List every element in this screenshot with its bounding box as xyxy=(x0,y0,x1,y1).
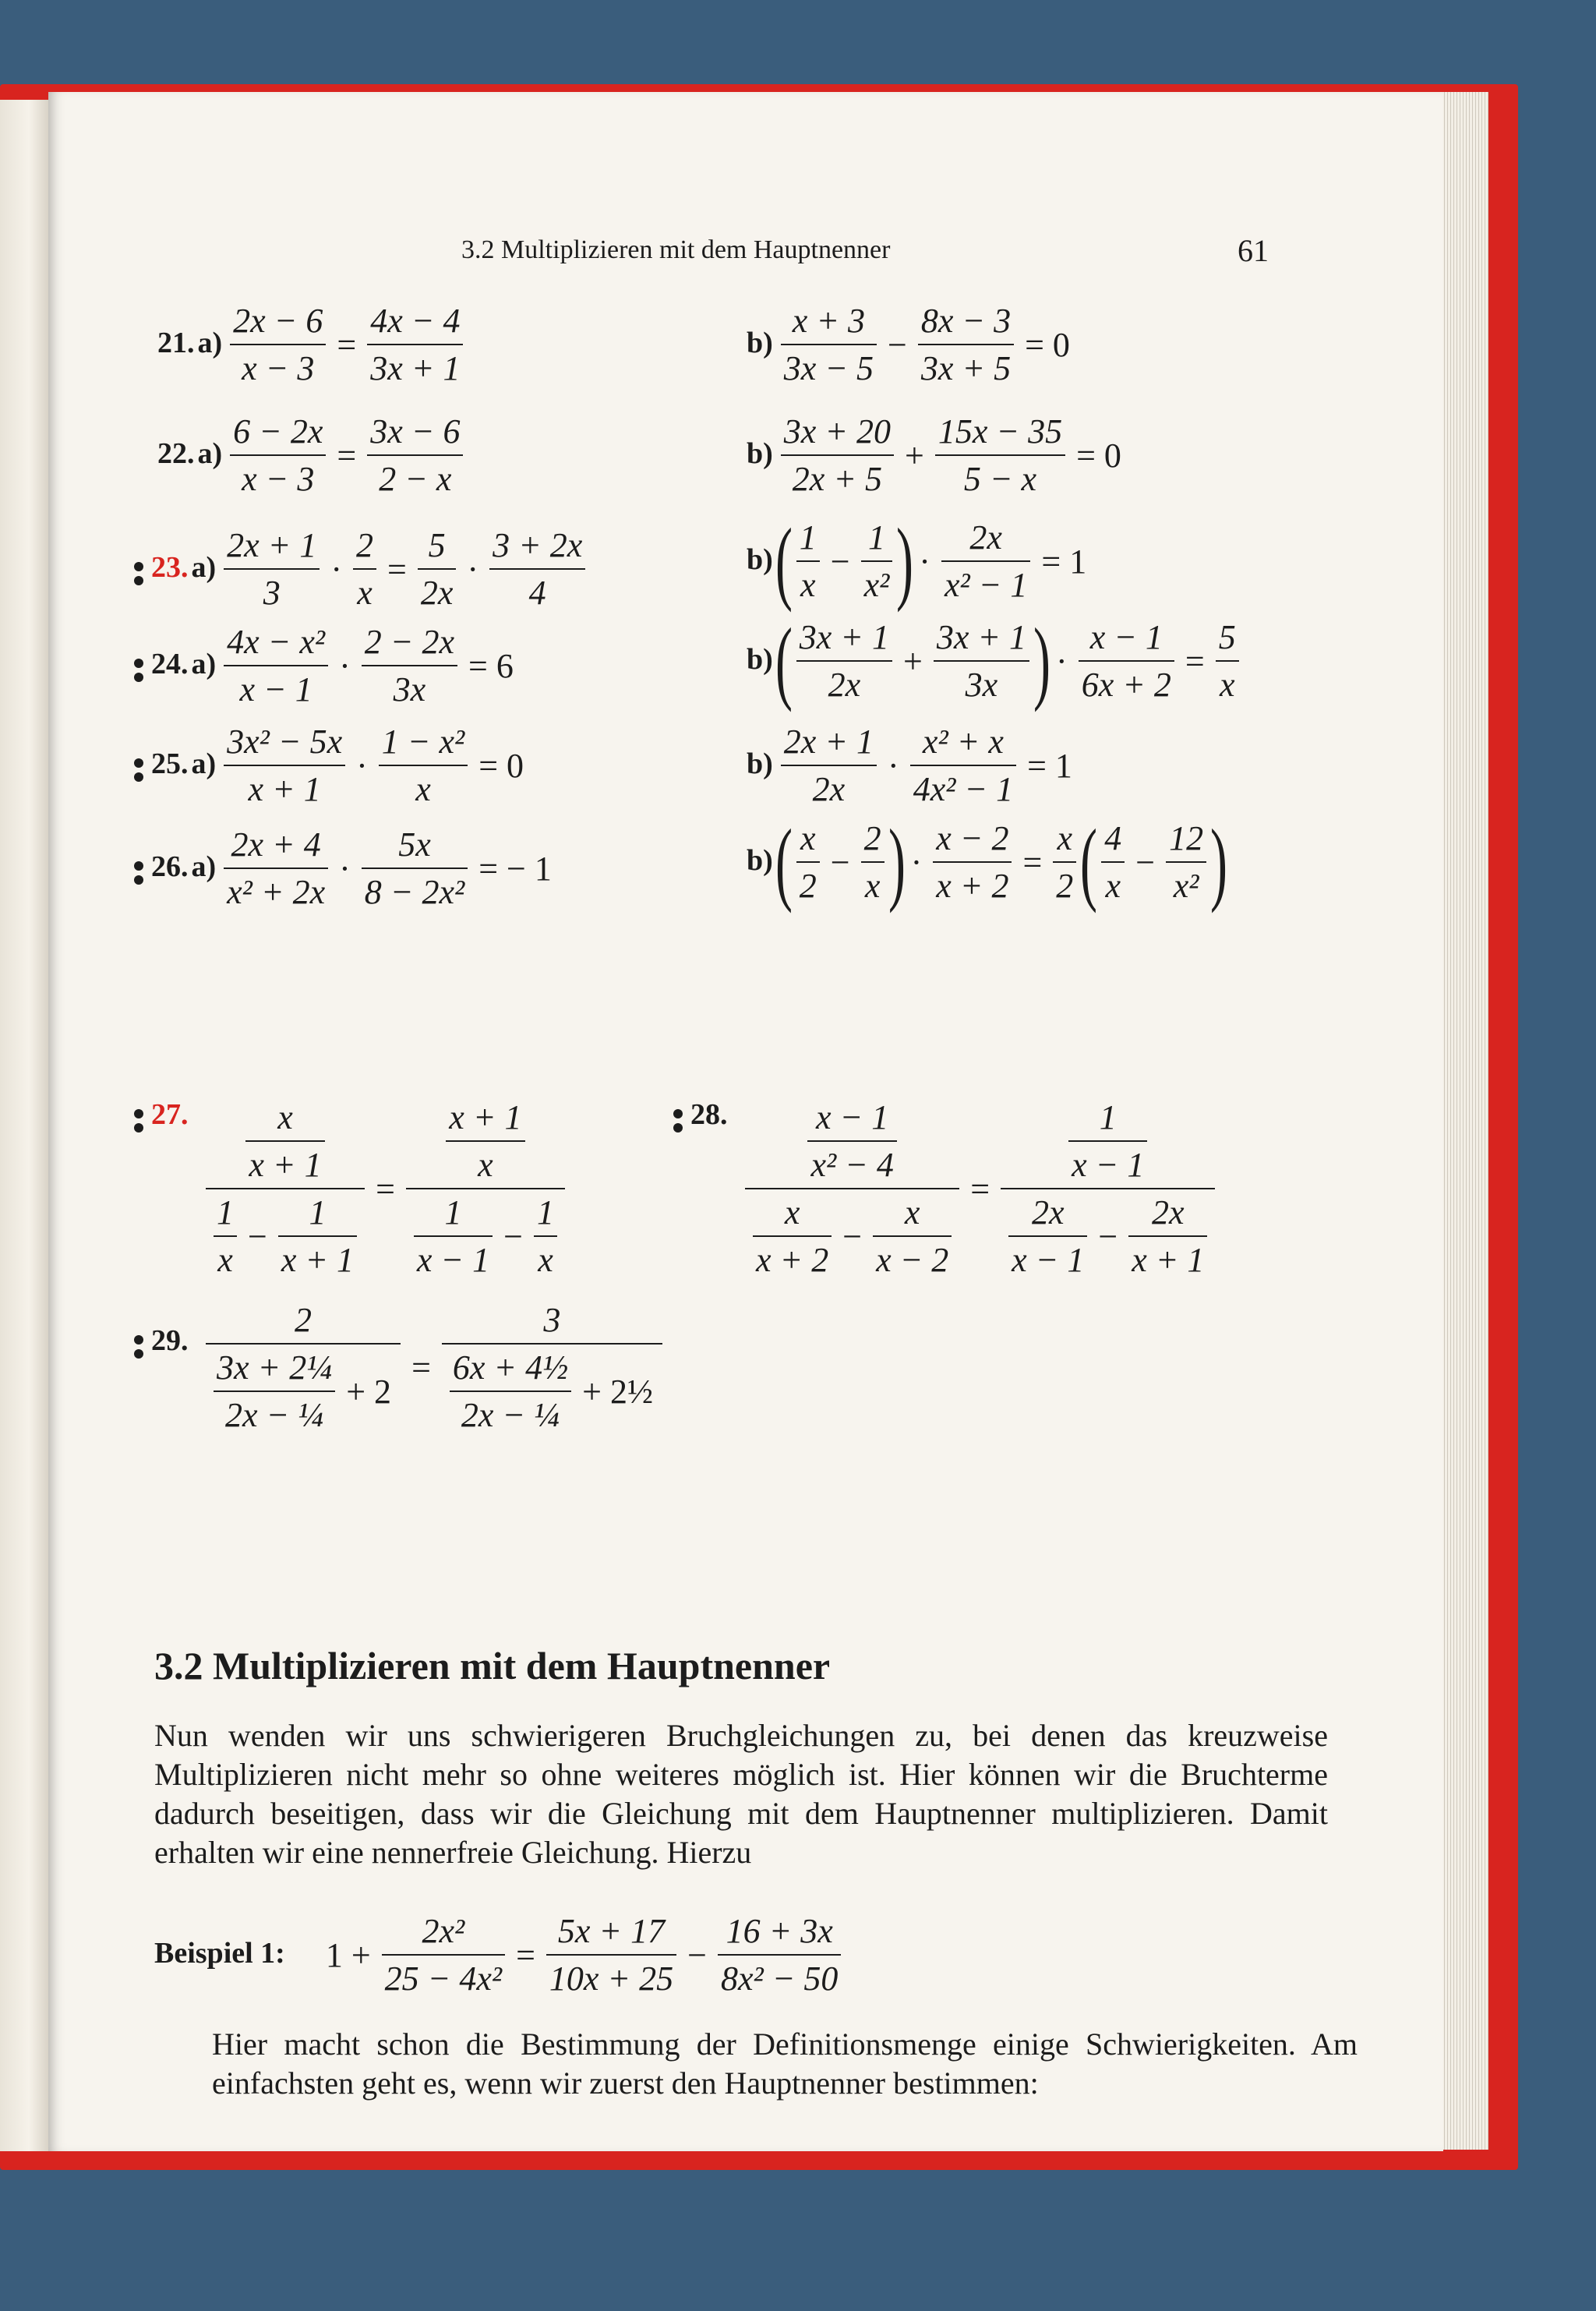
fraction: $\frac{x}{x + 2}$ xyxy=(753,1193,832,1280)
running-head: 3.2 Multiplizieren mit dem Hauptnenner xyxy=(461,235,891,264)
equation-rhs: = − 1 xyxy=(478,849,552,888)
part-label: a) xyxy=(191,551,217,585)
fraction: $\frac{2}{x}$ xyxy=(353,525,376,613)
exercise-24a: 24. a) $\frac{\text{4x − x²}}{x - 1}$ · $\frac{2 - 2x}{3x}$ = 6 xyxy=(132,622,520,709)
fraction: $\frac{2x + 1}{2x}$ xyxy=(781,722,877,809)
fraction: $\frac{\text{1 − x²}}{x}$ xyxy=(379,722,468,809)
fraction: $\frac{\text{6x + 4½}}{\text{2x − ¼}}$ xyxy=(450,1348,571,1435)
fraction: $\frac{2 - 2x}{3x}$ xyxy=(362,622,457,709)
difficulty-marker-icon xyxy=(132,560,145,588)
exercise-number: 28. xyxy=(690,1098,728,1131)
complex-fraction: $\frac{x - 1}{\text{x² − 4}}$ $\frac{x}{x + 2}$ − $\frac{x}{x - 2}$ xyxy=(745,1097,959,1280)
equation-rhs: = 6 xyxy=(468,646,514,685)
exercise-number: 21. xyxy=(157,327,195,360)
fraction: $\frac{x - 2}{x + 2}$ xyxy=(933,818,1012,906)
difficulty-marker-icon xyxy=(132,756,145,784)
exercise-26a: 26. a) $\frac{2x + 4}{\text{x² + 2x}}$ · $\frac{5x}{\text{8 − 2x²}}$ = − 1 xyxy=(132,825,558,912)
part-label: a) xyxy=(197,327,223,360)
part-label: a) xyxy=(191,648,217,681)
fraction: $\frac{1}{x}$ xyxy=(534,1193,557,1280)
exercise-25b: b) $\frac{2x + 1}{2x}$ · $\frac{\text{x² + x}}{\text{4x² − 1}}$ = 1 xyxy=(747,723,1072,808)
exercise-28: $\frac{x - 1}{\text{x² − 4}}$ $\frac{x}{x + 2}$ − $\frac{x}{x - 2}$ = $\frac{1}{x - 1}$ $\frac{2x}{x - 1}$ − $\frac{2x}{x + 1}$ xyxy=(740,1097,1220,1280)
exercise-number: 24. xyxy=(151,648,189,681)
fraction: $\frac{1}{x}$ xyxy=(214,1193,237,1280)
part-label: b) xyxy=(747,844,773,878)
fraction: $\frac{x + 1}{x}$ xyxy=(446,1097,524,1185)
page-edges xyxy=(1442,92,1488,2150)
difficulty-marker-icon xyxy=(672,1107,684,1135)
part-label: b) xyxy=(747,437,773,471)
fraction: $\frac{x}{x + 1}$ xyxy=(245,1097,324,1185)
fraction: $\frac{5}{x}$ xyxy=(1216,617,1239,705)
exercise-25a: 25. a) $\frac{\text{3x² − 5x}}{x + 1}$ · $\frac{\text{1 − x²}}{x}$ = 0 xyxy=(132,722,530,809)
fraction: $\frac{x}{x - 2}$ xyxy=(873,1193,952,1280)
equation-rhs: = 1 xyxy=(1041,542,1087,581)
fraction: $\frac{2x + 1}{3}$ xyxy=(224,525,320,613)
fraction: $\frac{2x}{x - 1}$ xyxy=(1008,1193,1087,1280)
continued-fraction: 3 $\frac{\text{6x + 4½}}{\text{2x − ¼}}$ + 2½ xyxy=(442,1300,662,1435)
book-page xyxy=(48,92,1443,2151)
fraction: $\frac{2}{x}$ xyxy=(861,818,885,906)
exercise-21a: 21. a) $\frac{2x - 6}{x - 3}$ = $\frac{4x - 4}{3x + 1}$ xyxy=(157,301,468,388)
fraction: $\frac{15x - 35}{5 - x}$ xyxy=(935,412,1065,499)
fraction: $\frac{5x + 17}{10x + 25}$ xyxy=(546,1911,676,1998)
fraction: $\frac{1}{\text{x²}}$ xyxy=(861,518,893,605)
fraction: $\frac{1}{x + 1}$ xyxy=(278,1193,357,1280)
exercise-27: $\frac{x}{x + 1}$ $\frac{1}{x}$ − $\frac{1}{x + 1}$ = $\frac{x + 1}{x}$ $\frac{1}{x - 1}$ − $\frac{1}{x}$ xyxy=(201,1097,570,1280)
fraction: $\frac{8x - 3}{3x + 5}$ xyxy=(918,301,1014,388)
fraction: $\frac{\text{2x²}}{\text{25 − 4x²}}$ xyxy=(382,1911,505,1998)
part-label: b) xyxy=(747,327,773,360)
equation-rhs: = 0 xyxy=(1076,436,1121,475)
fraction: $\frac{1}{x - 1}$ xyxy=(414,1193,493,1280)
part-label: a) xyxy=(197,437,223,471)
complex-fraction: $\frac{x + 1}{x}$ $\frac{1}{x - 1}$ − $\frac{1}{x}$ xyxy=(406,1097,565,1280)
fraction: $\frac{x - 1}{6x + 2}$ xyxy=(1079,617,1174,705)
exercise-24b: b) ( $\frac{3x + 1}{2x}$ + $\frac{3x + 1}{3x}$ ) · $\frac{x - 1}{6x + 2}$ = $\frac{5}{x}$ xyxy=(747,614,1244,708)
fraction: $\frac{1}{x - 1}$ xyxy=(1068,1097,1147,1185)
exercise-number: 22. xyxy=(157,437,195,471)
exercise-number: 25. xyxy=(151,747,189,781)
fraction: $\frac{2x + 4}{\text{x² + 2x}}$ xyxy=(224,825,328,912)
fraction: $\frac{x + 3}{3x - 5}$ xyxy=(781,301,877,388)
fraction: $\frac{3 + 2x}{4}$ xyxy=(489,525,585,613)
part-label: b) xyxy=(747,543,773,577)
example-label: Beispiel 1: xyxy=(154,1937,285,1970)
fraction: $\frac{3x + 1}{2x}$ xyxy=(796,617,892,705)
equation-rhs: = 1 xyxy=(1027,746,1072,785)
fraction: $\frac{6 - 2x}{x - 3}$ xyxy=(230,412,326,499)
exercise-29-label xyxy=(132,1323,189,1361)
exercise-21b: b) $\frac{x + 3}{3x - 5}$ − $\frac{8x - 3}{3x + 5}$ = 0 xyxy=(747,302,1070,387)
fraction: $\frac{2x - 6}{x - 3}$ xyxy=(230,301,326,388)
exercise-number: 27. xyxy=(151,1098,189,1131)
fraction: $\frac{3x + 20}{2x + 5}$ xyxy=(781,412,894,499)
fraction: $\frac{2x}{x + 1}$ xyxy=(1128,1193,1207,1280)
fraction: $\frac{2x}{\text{x² − 1}}$ xyxy=(941,518,1030,605)
exercise-29: 2 $\frac{\text{3x + 2¼}}{\text{2x − ¼}}$ + 2 = 3 $\frac{\text{6x + 4½}}{\text{2x − ¼}}$ + 2½ xyxy=(201,1300,667,1435)
exercise-23b: b) ( $\frac{1}{x}$ − $\frac{1}{\text{x²}}$ ) · $\frac{2x}{\text{x² − 1}}$ = 1 xyxy=(747,509,1087,613)
fraction: $\frac{\text{3x + 2¼}}{\text{2x − ¼}}$ xyxy=(214,1348,335,1435)
math-lead: 1 + xyxy=(325,1935,371,1974)
difficulty-marker-icon xyxy=(132,656,145,684)
part-label: a) xyxy=(191,747,217,781)
body-paragraph-2: Hier macht schon die Bestimmung der Definitionsmenge einige Schwierigkeiten. Am einfachsten geht es, wenn wir zuerst den Hauptnenner bestimmen: xyxy=(212,2027,1358,2101)
exercise-22a: 22. a) $\frac{6 - 2x}{x - 3}$ = $\frac{3x - 6}{2 - x}$ xyxy=(157,412,468,499)
fraction: $\frac{12}{\text{x²}}$ xyxy=(1166,818,1206,906)
exercise-26b: b) ( $\frac{x}{2}$ − $\frac{2}{x}$ ) · $\frac{x - 2}{x + 2}$ = $\frac{x}{2}$ ( $\frac{4}{x}$ − $\frac{12}{\text{x²}}$ ) xyxy=(747,810,1228,913)
fraction: $\frac{3x + 1}{3x}$ xyxy=(934,617,1029,705)
complex-fraction: $\frac{1}{x - 1}$ $\frac{2x}{x - 1}$ − $\frac{2x}{x + 1}$ xyxy=(1001,1097,1215,1280)
difficulty-marker-icon xyxy=(132,1107,145,1135)
equation-rhs: = 0 xyxy=(478,746,524,785)
fraction: $\frac{x - 1}{\text{x² − 4}}$ xyxy=(807,1097,896,1185)
section-heading: 3.2 Multiplizieren mit dem Hauptnenner xyxy=(154,1644,831,1687)
fraction: $\frac{5}{2x}$ xyxy=(418,525,457,613)
fraction: $\frac{\text{3x² − 5x}}{x + 1}$ xyxy=(224,722,345,809)
fraction: $\frac{\text{x² + x}}{\text{4x² − 1}}$ xyxy=(910,722,1016,809)
complex-fraction: $\frac{x}{x + 1}$ $\frac{1}{x}$ − $\frac{1}{x + 1}$ xyxy=(206,1097,365,1280)
fraction: $\frac{\text{4x − x²}}{x - 1}$ xyxy=(224,622,328,709)
exercise-number: 26. xyxy=(151,850,189,884)
part-label: b) xyxy=(747,747,773,781)
fraction: $\frac{1}{x}$ xyxy=(796,518,820,605)
equation-rhs: = 0 xyxy=(1025,325,1070,364)
exercise-22b: b) $\frac{3x + 20}{2x + 5}$ + $\frac{15x - 35}{5 - x}$ = 0 xyxy=(747,412,1121,498)
part-label: a) xyxy=(191,850,217,884)
part-label: b) xyxy=(747,643,773,677)
difficulty-marker-icon xyxy=(132,859,145,887)
difficulty-marker-icon xyxy=(132,1333,145,1361)
example-1: Beispiel 1: 1 + $\frac{\text{2x²}}{\text{25 − 4x²}}$ = $\frac{5x + 17}{10x + 25}$ − $\frac{16 + 3x}{\text{8x² − 50}}$ xyxy=(154,1911,846,1998)
fraction: $\frac{4}{x}$ xyxy=(1101,818,1125,906)
fraction: $\frac{x}{2}$ xyxy=(1053,818,1076,906)
fraction: $\frac{3x - 6}{2 - x}$ xyxy=(367,412,463,499)
exercise-23a: 23. a) $\frac{2x + 1}{3}$ · $\frac{2}{x}$ = $\frac{5}{2x}$ · $\frac{3 + 2x}{4}$ xyxy=(132,525,590,613)
left-page-edge xyxy=(0,100,48,2151)
exercise-28-label xyxy=(672,1097,728,1135)
continued-fraction: 2 $\frac{\text{3x + 2¼}}{\text{2x − ¼}}$ + 2 xyxy=(206,1300,401,1435)
exercise-number: 29. xyxy=(151,1324,189,1357)
fraction: $\frac{4x - 4}{3x + 1}$ xyxy=(367,301,463,388)
fraction: $\frac{x}{2}$ xyxy=(796,818,820,906)
fraction: $\frac{16 + 3x}{\text{8x² − 50}}$ xyxy=(718,1911,841,1998)
body-paragraph: Nun wenden wir uns schwierigeren Bruchgleichungen zu, bei denen das kreuzweise Multiplizieren nicht mehr so ohne weiteres möglich ist. Hier können wir die Bruchterme dadurch beseitigen, dass wir die Gleichung mit dem Hauptnenner multiplizieren. Damit erhalten wir eine nennerfreie Gleichung. Hierzu xyxy=(154,1718,1328,1870)
page-number: 61 xyxy=(1238,233,1269,268)
exercise-number: 23. xyxy=(151,551,189,585)
fraction: $\frac{5x}{\text{8 − 2x²}}$ xyxy=(362,825,468,912)
exercise-27-label xyxy=(132,1097,189,1135)
